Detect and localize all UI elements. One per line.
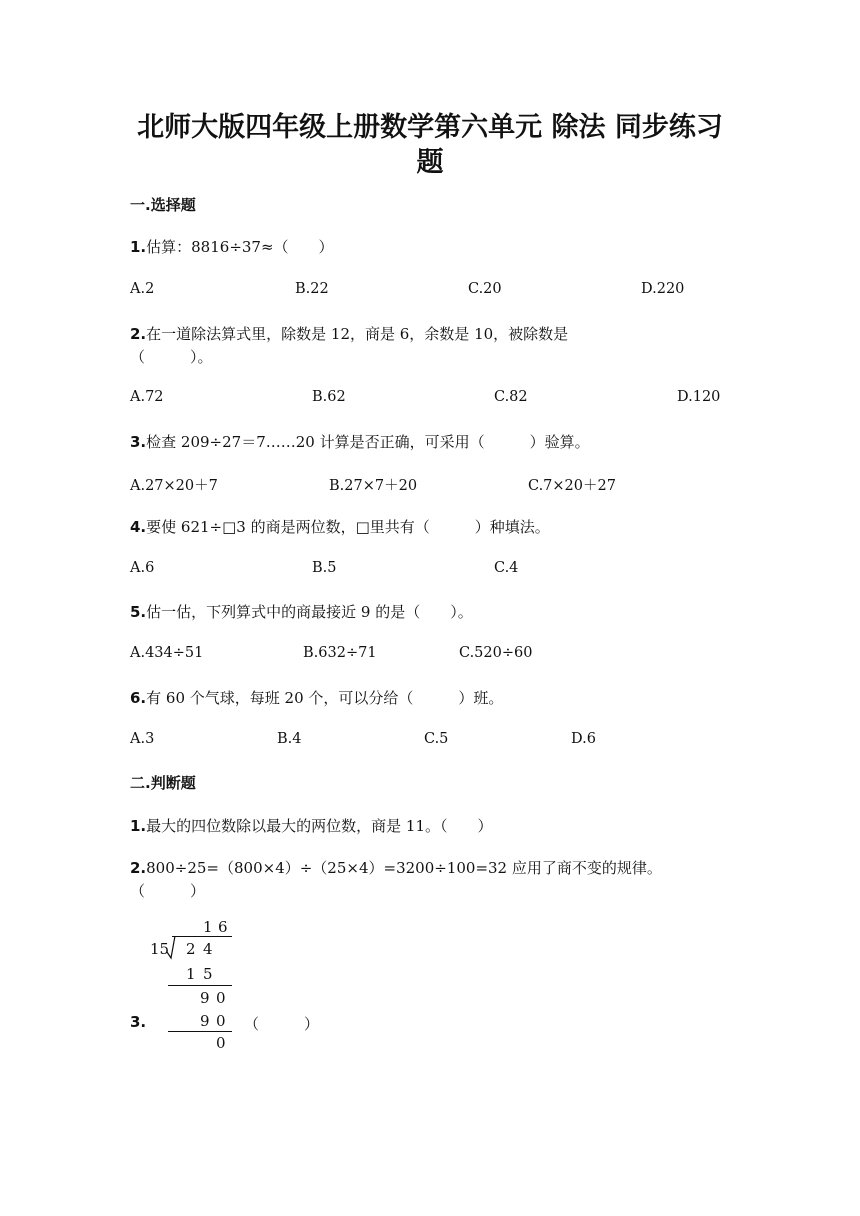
step2-digit: 9 (200, 989, 210, 1007)
step3-digit: 0 (216, 1012, 226, 1030)
quotient-digit: 1 (203, 918, 213, 936)
question-number: 1. (130, 238, 147, 256)
question-text: 有 60 个气球，每班 20 个，可以分给（ ）班。 (146, 689, 504, 707)
q5-option-a: A.434÷51 (130, 645, 204, 661)
question-number: 5. (130, 603, 147, 621)
q1-option-b: B.22 (295, 281, 329, 297)
q4-option-c: C.4 (494, 560, 519, 576)
page-title-line1: 北师大版四年级上册数学第六单元 除法 同步练习 (137, 112, 723, 143)
q1-option-d: D.220 (641, 281, 685, 297)
section-heading-judge: 二.判断题 (130, 774, 196, 792)
page-title-line2: 题 (416, 147, 444, 178)
dividend-digit: 4 (203, 940, 213, 958)
q1-option-a: A.2 (130, 281, 155, 297)
question-text: 在一道除法算式里，除数是 12，商是 6，余数是 10，被除数是 (146, 325, 569, 343)
step2-digit: 0 (216, 989, 226, 1007)
question-text: 估一估，下列算式中的商最接近 9 的是（ ）。 (146, 603, 473, 621)
question-number: 4. (130, 518, 147, 536)
step3-digit: 9 (200, 1012, 210, 1030)
section-heading-choice: 一.选择题 (130, 196, 196, 214)
question-number: 6. (130, 689, 147, 707)
quotient-digit: 6 (218, 918, 228, 936)
question-number: 2. (130, 859, 147, 877)
q5-option-b: B.632÷71 (303, 645, 377, 661)
judge-question-3-blank: （ ） (244, 1015, 320, 1033)
subtraction-line (168, 1031, 232, 1032)
q3-option-b: B.27×7＋20 (329, 478, 418, 494)
q1-option-c: C.20 (468, 281, 502, 297)
subtraction-line (168, 985, 232, 986)
q5-option-c: C.520÷60 (459, 645, 533, 661)
q2-option-c: C.82 (494, 389, 528, 405)
question-text: 最大的四位数除以最大的两位数，商是 11。（ ） (146, 817, 493, 835)
remainder: 0 (216, 1034, 226, 1052)
question-2-blank: （ ）。 (130, 348, 213, 366)
question-number: 1. (130, 817, 147, 835)
judge-question-2-blank: （ ） (130, 882, 206, 900)
question-text: 800÷25=（800×4）÷（25×4）=3200÷100=32 应用了商不变的规律。 (146, 859, 662, 877)
q3-option-c: C.7×20＋27 (528, 478, 616, 494)
q4-option-b: B.5 (312, 560, 337, 576)
dividend-digit: 2 (186, 940, 196, 958)
division-bracket-icon (166, 936, 176, 960)
q6-option-a: A.3 (130, 731, 155, 747)
q6-option-b: B.4 (277, 731, 302, 747)
q3-option-a: A.27×20＋7 (130, 478, 218, 494)
question-text: 估算：8816÷37≈（ ） (146, 238, 334, 256)
q2-option-a: A.72 (130, 389, 164, 405)
question-number: 2. (130, 325, 147, 343)
division-bar (172, 936, 232, 937)
step1-digit: 1 (186, 965, 196, 983)
q2-option-b: B.62 (312, 389, 346, 405)
q6-option-c: C.5 (424, 731, 449, 747)
question-text: 要使 621÷□3 的商是两位数，□里共有（ ）种填法。 (146, 518, 550, 536)
q2-option-d: D.120 (677, 389, 721, 405)
question-text: 检查 209÷27＝7……20 计算是否正确，可采用（ ）验算。 (146, 433, 590, 451)
divisor: 15 (150, 940, 170, 958)
judge-question-3-number: 3. (130, 1013, 147, 1031)
question-number: 3. (130, 433, 147, 451)
q4-option-a: A.6 (130, 560, 155, 576)
step1-digit: 5 (203, 965, 213, 983)
q6-option-d: D.6 (571, 731, 596, 747)
